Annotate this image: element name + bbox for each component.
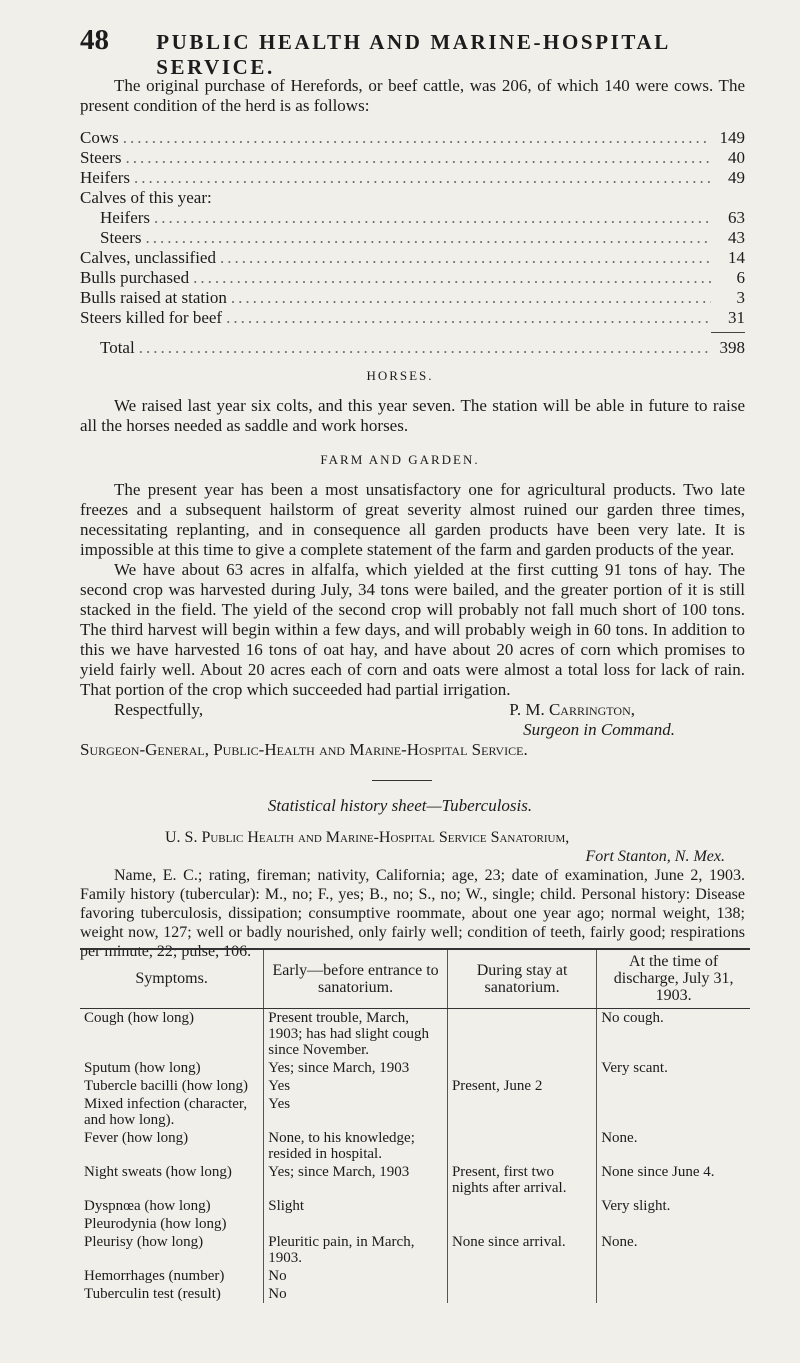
column-header: At the time of discharge, July 31, 1903. [597, 949, 750, 1009]
ledger-value: 63 [728, 208, 745, 227]
ledger-row [80, 168, 745, 188]
ledger-value: 40 [728, 148, 745, 167]
ledger-row [80, 228, 745, 248]
ledger-subheading [80, 188, 745, 208]
ledger-value: 6 [736, 268, 745, 287]
table-cell [447, 1095, 596, 1129]
table-cell: None since June 4. [597, 1163, 750, 1197]
table-cell [597, 1267, 750, 1285]
table-cell: Night sweats (how long) [84, 1164, 232, 1180]
location-line: Fort Stanton, N. Mex. [585, 848, 725, 865]
table-row [80, 1129, 750, 1163]
ledger-value: 43 [728, 228, 745, 247]
ledger-label: Cows [80, 128, 119, 147]
ledger-value: 149 [719, 128, 745, 147]
ledger-total-label: Total [100, 338, 135, 357]
ledger-label: Calves of this year: [80, 188, 212, 207]
ledger-value: 14 [728, 248, 745, 267]
ledger-label: Bulls purchased [80, 268, 190, 287]
history-block [80, 828, 745, 961]
ledger-label: Bulls raised at station [80, 288, 227, 307]
table-row [80, 1267, 750, 1285]
ledger-row [80, 288, 745, 308]
total-rule [711, 332, 745, 333]
column-header: During stay at sanatorium. [447, 949, 596, 1009]
symptoms-table-wrap [80, 948, 750, 1303]
ledger-label: Steers [80, 148, 122, 167]
column-header: Symptoms. [80, 949, 264, 1009]
horses-heading: HORSES. [366, 368, 434, 383]
signer-name: P. M. Carrington, [509, 700, 635, 719]
ledger-row [80, 268, 745, 288]
closing: Respectfully, [114, 700, 204, 719]
table-cell: Very slight. [597, 1197, 750, 1215]
ledger-value: 3 [736, 288, 745, 307]
table-cell: Present, first two nights after arrival. [447, 1163, 596, 1197]
ledger-label: Steers killed for beef [80, 308, 223, 327]
table-cell: Present trouble, March, 1903; has had slight cough since November. [264, 1009, 448, 1060]
table-row [80, 1233, 750, 1267]
table-cell: Dyspnœa (how long) [84, 1198, 211, 1214]
table-cell: Yes; since March, 1903 [264, 1163, 448, 1197]
table-cell: None since arrival. [447, 1233, 596, 1267]
table-cell [447, 1215, 596, 1233]
table-cell [597, 1215, 750, 1233]
farm-paragraph: We have about 63 acres in alfalfa, which yielded at the first cutting 91 tons of hay. The second crop was harvested during July, 34 tons were bailed, and the greater portion of it is still stacked in the field. The yield of the second crop will probably not fall much short of 100 tons. The third harvest will begin within a few days, and will probably weigh in 60 tons. In addition to this we have harvested 16 tons of oat hay, and have about 20 acres of corn which promises to yield fairly well. About 20 acres each of corn and oats were almost a total loss for lack of rain. That portion of the crop which succeeded had partial irrigation. [80, 560, 745, 699]
farm-block [80, 480, 745, 760]
addressee: Surgeon-General, Public-Health and Marine-Hospital Service. [80, 740, 528, 759]
ledger-row [80, 208, 745, 228]
table-cell: No [264, 1285, 448, 1303]
page-number: 48 [80, 24, 109, 56]
table-cell [597, 1077, 750, 1095]
table-cell: Yes [264, 1077, 448, 1095]
table-cell [264, 1215, 448, 1233]
table-cell: Pleurisy (how long) [84, 1234, 204, 1250]
table-cell: None. [597, 1129, 750, 1163]
intro-paragraph-block [80, 76, 745, 116]
table-cell [447, 1285, 596, 1303]
table-row [80, 1197, 750, 1215]
running-head [80, 24, 730, 80]
ledger-value: 49 [728, 168, 745, 187]
ledger-total-value: 398 [719, 338, 745, 357]
table-cell [447, 1267, 596, 1285]
farm-paragraph: The present year has been a most unsatisfactory one for agricultural products. Two late freezes and a subsequent hailstorm of great severity almost ruined our garden three times, necessitating replanting, and in consequence all garden products have been very late. It is impossible at this time to give a complete statement of the farm and garden products of the year. [80, 480, 745, 559]
table-cell: Very scant. [597, 1059, 750, 1077]
table-cell: No cough. [597, 1009, 750, 1060]
table-cell: Yes [264, 1095, 448, 1129]
ledger-label: Steers [100, 228, 142, 247]
symptoms-table [80, 948, 750, 1303]
table-cell: Yes; since March, 1903 [264, 1059, 448, 1077]
intro-paragraph: The original purchase of Herefords, or beef cattle, was 206, of which 140 were cows. The present condition of the herd is as follows: [80, 76, 745, 115]
table-row [80, 1163, 750, 1197]
ledger-row [80, 148, 745, 168]
ledger-total-row [80, 338, 745, 358]
signer-role: Surgeon in Command. [523, 720, 675, 739]
table-cell: Mixed infection (character, and how long). [84, 1096, 248, 1128]
table-cell: Slight [264, 1197, 448, 1215]
table-cell: Tubercle bacilli (how long) [84, 1078, 248, 1094]
institution-line: U. S. Public Health and Marine-Hospital Service Sanatorium, [165, 829, 570, 846]
ledger-label: Heifers [80, 168, 131, 187]
horses-block [80, 396, 745, 436]
table-header-row [80, 949, 750, 1009]
table-cell [597, 1095, 750, 1129]
table-cell: Tuberculin test (result) [84, 1286, 221, 1302]
table-cell: Pleurodynia (how long) [84, 1216, 227, 1232]
table-cell: Cough (how long) [84, 1010, 194, 1026]
horses-paragraph: We raised last year six colts, and this year seven. The station will be able in future to raise all the horses needed as saddle and work horses. [80, 396, 745, 435]
farm-heading: FARM AND GARDEN. [320, 452, 480, 467]
ledger-label: Heifers [100, 208, 151, 227]
herd-ledger [80, 128, 745, 358]
table-cell: Fever (how long) [84, 1130, 189, 1146]
table-cell: Pleuritic pain, in March, 1903. [264, 1233, 448, 1267]
patient-details: Name, E. C.; rating, fireman; nativity, California; age, 23; date of examination, June 2, 1903. Family history (tubercular): M., no; F., yes; B., no; S., no; W., single; child. Personal history: Disease favoring tuberculosis, dissipation; consumptive roommate, about one year ago; normal weight, 138; weight now, 127; well or badly nourished, only fairly well; condition of teeth, fairly good; respirations per minute, 22; pulse, 106. [80, 867, 745, 960]
table-cell: Hemorrhages (number) [84, 1268, 225, 1284]
table-cell: Sputum (how long) [84, 1060, 201, 1076]
table-row [80, 1285, 750, 1303]
table-cell [447, 1009, 596, 1060]
table-cell [447, 1059, 596, 1077]
table-row [80, 1059, 750, 1077]
ledger-label: Calves, unclassified [80, 248, 216, 267]
ledger-row [80, 128, 745, 148]
table-cell [597, 1285, 750, 1303]
table-row [80, 1077, 750, 1095]
table-cell: Present, June 2 [447, 1077, 596, 1095]
table-cell: None. [597, 1233, 750, 1267]
running-title: PUBLIC HEALTH AND MARINE-HOSPITAL SERVICE. [156, 30, 670, 79]
table-cell [447, 1129, 596, 1163]
table-row [80, 1095, 750, 1129]
column-header: Early—before entrance to sanatorium. [264, 949, 448, 1009]
table-cell: None, to his knowledge; resided in hospital. [264, 1129, 448, 1163]
ledger-row [80, 248, 745, 268]
signature-line [80, 700, 745, 720]
table-row [80, 1215, 750, 1233]
history-title: Statistical history sheet—Tuberculosis. [267, 796, 533, 815]
table-cell: No [264, 1267, 448, 1285]
table-row [80, 1009, 750, 1060]
section-divider [372, 780, 432, 781]
table-cell [447, 1197, 596, 1215]
ledger-row [80, 308, 745, 328]
ledger-value: 31 [728, 308, 745, 327]
